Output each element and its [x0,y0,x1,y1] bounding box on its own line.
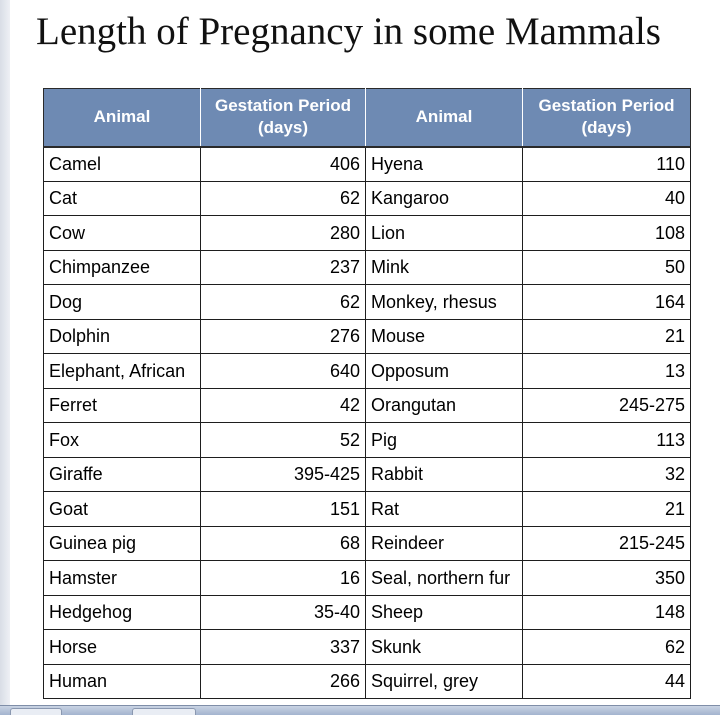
gestation-cell: 164 [523,285,691,320]
gestation-cell: 16 [201,561,366,596]
gestation-cell: 151 [201,492,366,527]
gestation-cell: 44 [523,664,691,699]
animal-cell: Sheep [366,595,523,630]
gestation-cell: 280 [201,216,366,251]
table-row [44,285,691,320]
animal-cell: Human [44,664,201,699]
gestation-cell: 640 [201,354,366,389]
page-title: Length of Pregnancy in some Mammals [36,10,661,53]
animal-cell: Goat [44,492,201,527]
gestation-cell: 21 [523,319,691,354]
animal-cell: Orangutan [366,388,523,423]
animal-cell: Dog [44,285,201,320]
animal-cell: Elephant, African [44,354,201,389]
gestation-cell: 110 [523,147,691,182]
table-row [44,664,691,699]
animal-cell: Skunk [366,630,523,665]
gestation-cell: 68 [201,526,366,561]
gestation-cell: 62 [201,181,366,216]
gestation-cell: 40 [523,181,691,216]
gestation-cell: 35-40 [201,595,366,630]
gestation-cell: 50 [523,250,691,285]
gestation-cell: 406 [201,147,366,182]
gestation-cell: 148 [523,595,691,630]
taskbar-button[interactable] [132,708,196,715]
gestation-cell: 215-245 [523,526,691,561]
table-row [44,216,691,251]
table-row [44,250,691,285]
gestation-cell: 21 [523,492,691,527]
animal-cell: Hedgehog [44,595,201,630]
header-gestation-left: Gestation Period (days) [201,89,366,147]
table-row [44,630,691,665]
gestation-cell: 42 [201,388,366,423]
animal-cell: Mink [366,250,523,285]
table-row [44,181,691,216]
table-row [44,561,691,596]
animal-cell: Monkey, rhesus [366,285,523,320]
animal-cell: Kangaroo [366,181,523,216]
table-body [44,147,691,699]
animal-cell: Ferret [44,388,201,423]
animal-cell: Chimpanzee [44,250,201,285]
animal-cell: Dolphin [44,319,201,354]
table-row [44,423,691,458]
animal-cell: Squirrel, grey [366,664,523,699]
gestation-cell: 62 [523,630,691,665]
table-row [44,319,691,354]
table-row [44,526,691,561]
header-gestation-right: Gestation Period (days) [523,89,691,147]
table-row [44,492,691,527]
gestation-cell: 237 [201,250,366,285]
gestation-cell: 337 [201,630,366,665]
gestation-cell: 266 [201,664,366,699]
gestation-cell: 113 [523,423,691,458]
table-header-row [44,89,691,147]
animal-cell: Guinea pig [44,526,201,561]
animal-cell: Reindeer [366,526,523,561]
animal-cell: Rat [366,492,523,527]
table-row [44,457,691,492]
header-animal-left: Animal [44,89,201,147]
animal-cell: Hamster [44,561,201,596]
gestation-cell: 108 [523,216,691,251]
gestation-cell: 350 [523,561,691,596]
animal-cell: Giraffe [44,457,201,492]
header-animal-right: Animal [366,89,523,147]
animal-cell: Lion [366,216,523,251]
taskbar-button[interactable] [10,708,62,715]
table-row [44,595,691,630]
animal-cell: Seal, northern fur [366,561,523,596]
animal-cell: Opposum [366,354,523,389]
table-row [44,147,691,182]
animal-cell: Mouse [366,319,523,354]
animal-cell: Pig [366,423,523,458]
animal-cell: Cow [44,216,201,251]
gestation-cell: 13 [523,354,691,389]
animal-cell: Horse [44,630,201,665]
window-left-edge [0,0,10,705]
gestation-cell: 52 [201,423,366,458]
animal-cell: Fox [44,423,201,458]
gestation-cell: 395-425 [201,457,366,492]
animal-cell: Hyena [366,147,523,182]
animal-cell: Camel [44,147,201,182]
gestation-cell: 245-275 [523,388,691,423]
gestation-cell: 276 [201,319,366,354]
taskbar[interactable] [0,705,720,715]
gestation-cell: 62 [201,285,366,320]
table-row [44,388,691,423]
gestation-table [43,88,691,699]
table-row [44,354,691,389]
animal-cell: Cat [44,181,201,216]
animal-cell: Rabbit [366,457,523,492]
gestation-cell: 32 [523,457,691,492]
